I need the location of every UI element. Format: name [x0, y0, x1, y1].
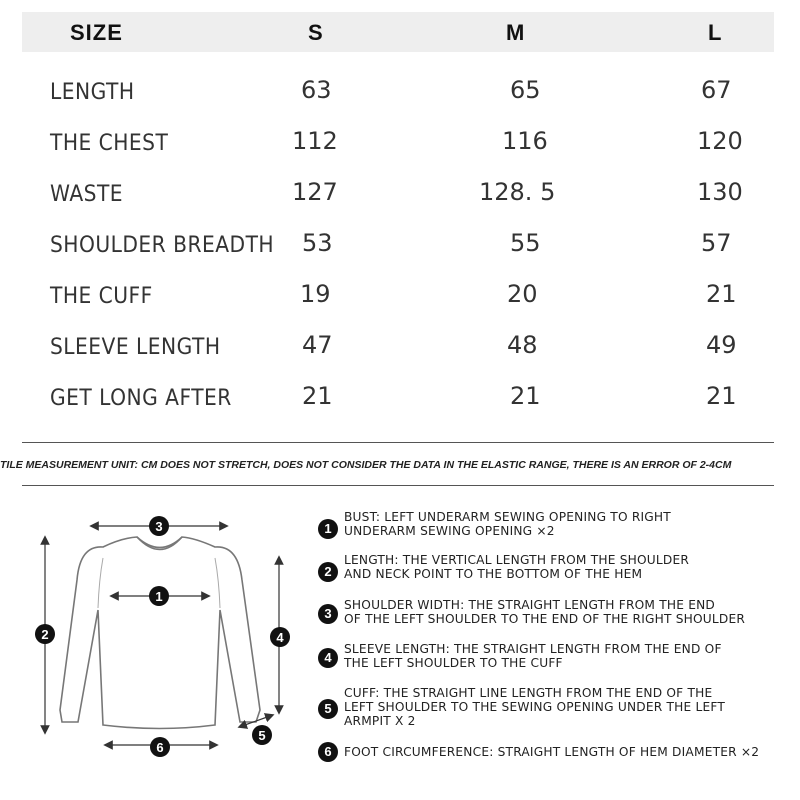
- cell-shoulder-l: 57: [701, 229, 732, 257]
- cell-sleeve-s: 47: [302, 331, 333, 359]
- legend-text-5c: ARMPIT X 2: [344, 714, 416, 728]
- shirt-outline: [60, 537, 260, 729]
- divider-bottom: [22, 485, 774, 486]
- legend-text-4a: SLEEVE LENGTH: THE STRAIGHT LENGTH FROM THE END OF: [344, 642, 722, 656]
- legend-text-5a: CUFF: THE STRAIGHT LINE LENGTH FROM THE END OF THE: [344, 686, 713, 700]
- cell-after-m: 21: [510, 382, 541, 410]
- row-label-length: LENGTH: [50, 80, 135, 105]
- legend-text-6a: FOOT CIRCUMFERENCE: STRAIGHT LENGTH OF HEM DIAMETER ×2: [344, 745, 760, 759]
- cell-cuff-s: 19: [300, 280, 331, 308]
- cell-chest-l: 120: [697, 127, 743, 155]
- cell-length-l: 67: [701, 76, 732, 104]
- svg-text:6: 6: [156, 740, 164, 755]
- cell-length-s: 63: [301, 76, 332, 104]
- legend-text-3b: OF THE LEFT SHOULDER TO THE END OF THE RIGHT SHOULDER: [344, 612, 746, 626]
- row-label-get-long-after: GET LONG AFTER: [50, 386, 232, 411]
- measurement-note: TILE MEASUREMENT UNIT: CM DOES NOT STRETCH, DOES NOT CONSIDER THE DATA IN THE ELASTIC RANGE, THERE IS AN ERROR OF 2-4CM: [0, 459, 732, 471]
- legend-text-2b: AND NECK POINT TO THE BOTTOM OF THE HEM: [344, 567, 643, 581]
- legend-text-5b: LEFT SHOULDER TO THE SEWING OPENING UNDER THE LEFT: [344, 700, 726, 714]
- row-label-shoulder-breadth: SHOULDER BREADTH: [50, 233, 275, 258]
- size-table-header: [22, 12, 774, 52]
- legend-text-3a: SHOULDER WIDTH: THE STRAIGHT LENGTH FROM THE END: [344, 598, 715, 612]
- legend-text-1b: UNDERARM SEWING OPENING ×2: [344, 524, 555, 538]
- svg-text:4: 4: [276, 630, 284, 645]
- cell-shoulder-m: 55: [510, 229, 541, 257]
- cell-after-l: 21: [706, 382, 737, 410]
- cell-after-s: 21: [302, 382, 333, 410]
- legend-text-1a: BUST: LEFT UNDERARM SEWING OPENING TO RIGHT: [344, 510, 671, 524]
- cell-waste-l: 130: [697, 178, 743, 206]
- header-size-label: SIZE: [70, 20, 123, 45]
- legend-text-4b: THE LEFT SHOULDER TO THE CUFF: [344, 656, 563, 670]
- cell-waste-m: 128. 5: [479, 178, 556, 206]
- row-label-chest: THE CHEST: [50, 131, 169, 156]
- svg-text:2: 2: [41, 627, 49, 642]
- row-label-cuff: THE CUFF: [50, 284, 153, 309]
- header-size-l: L: [708, 20, 723, 45]
- cell-sleeve-m: 48: [507, 331, 538, 359]
- cell-sleeve-l: 49: [706, 331, 737, 359]
- legend-badge-4: 4: [318, 648, 338, 668]
- legend-badge-5: 5: [318, 699, 338, 719]
- legend-badge-1: 1: [318, 519, 338, 539]
- legend-text-2a: LENGTH: THE VERTICAL LENGTH FROM THE SHOULDER: [344, 553, 690, 567]
- cell-shoulder-s: 53: [302, 229, 333, 257]
- legend-badge-6: 6: [318, 742, 338, 762]
- cell-cuff-l: 21: [706, 280, 737, 308]
- row-label-sleeve-length: SLEEVE LENGTH: [50, 335, 221, 360]
- cell-chest-m: 116: [502, 127, 548, 155]
- garment-diagram: [0, 500, 300, 780]
- svg-text:1: 1: [155, 589, 163, 604]
- cell-cuff-m: 20: [507, 280, 538, 308]
- header-size-m: M: [506, 20, 526, 45]
- divider-top: [22, 442, 774, 443]
- cell-chest-s: 112: [292, 127, 338, 155]
- legend-badge-2: 2: [318, 562, 338, 582]
- legend-badge-3: 3: [318, 604, 338, 624]
- cell-waste-s: 127: [292, 178, 338, 206]
- cell-length-m: 65: [510, 76, 541, 104]
- svg-text:5: 5: [258, 728, 266, 743]
- svg-text:3: 3: [155, 519, 163, 534]
- row-label-waste: WASTE: [50, 182, 124, 207]
- header-size-s: S: [308, 20, 324, 45]
